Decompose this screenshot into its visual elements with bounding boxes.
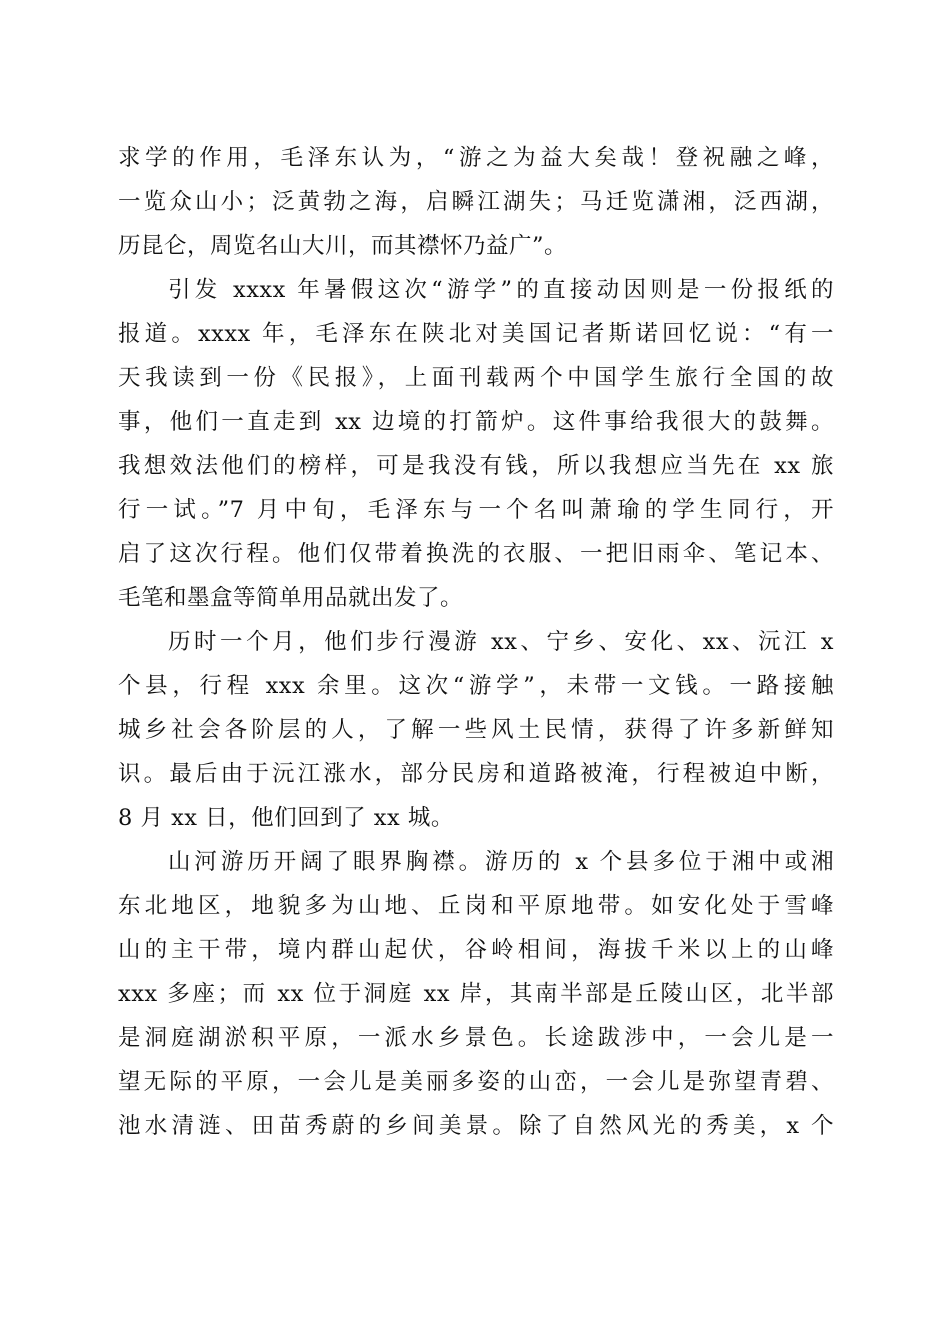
text-line: 启了这次行程。他们仅带着换洗的衣服、一把旧雨伞、笔记本、 — [118, 541, 834, 567]
text-line: 一览众山小；泛黄勃之海，启瞬江湖失；马迁览潇湘，泛西湖， — [118, 189, 834, 215]
text-line: 历昆仑，周览名山大川，而其襟怀乃益广”。 — [118, 233, 568, 259]
text-line: 天我读到一份《民报》，上面刊载两个中国学生旅行全国的故 — [118, 365, 834, 391]
text-line: 是洞庭湖淤积平原，一派水乡景色。长途跋涉中，一会儿是一 — [118, 1025, 834, 1051]
text-line: 8 月 xx 日，他们回到了 xx 城。 — [118, 805, 454, 831]
text-line: 报道。xxxx 年，毛泽东在陕北对美国记者斯诺回忆说：“有一 — [118, 321, 834, 347]
text-line: 个县，行程 xxx 余里。这次“游学”，未带一文钱。一路接触 — [118, 673, 834, 699]
text-line: 毛笔和墨盒等简单用品就出发了。 — [118, 585, 464, 611]
text-line: 求学的作用，毛泽东认为，“游之为益大矣哉！登祝融之峰， — [118, 145, 834, 171]
text-line: 我想效法他们的榜样，可是我没有钱，所以我想应当先在 xx 旅 — [118, 453, 834, 479]
paragraph-first-line: 山河游历开阔了眼界胸襟。游历的 x 个县多位于湘中或湘 — [168, 849, 834, 875]
text-line: 山的主干带，境内群山起伏，谷岭相间，海拔千米以上的山峰 — [118, 937, 834, 963]
text-line: xxx 多座；而 xx 位于洞庭 xx 岸，其南半部是丘陵山区，北半部 — [118, 981, 834, 1007]
text-line: 识。最后由于沅江涨水，部分民房和道路被淹，行程被迫中断， — [118, 761, 834, 787]
text-line: 行一试。”7 月中旬，毛泽东与一个名叫萧瑜的学生同行，开 — [118, 497, 834, 523]
text-line: 城乡社会各阶层的人，了解一些风土民情，获得了许多新鲜知 — [118, 717, 834, 743]
text-line: 事，他们一直走到 xx 边境的打箭炉。这件事给我很大的鼓舞。 — [118, 409, 834, 435]
paragraph-first-line: 历时一个月，他们步行漫游 xx、宁乡、安化、xx、沅江 x — [168, 629, 834, 655]
text-line: 东北地区，地貌多为山地、丘岗和平原地带。如安化处于雪峰 — [118, 893, 834, 919]
body-text — [118, 136, 834, 1148]
text-line: 池水清涟、田苗秀蔚的乡间美景。除了自然风光的秀美，x 个 — [118, 1113, 834, 1139]
text-line: 望无际的平原，一会儿是美丽多姿的山峦，一会儿是弥望青碧、 — [118, 1069, 834, 1095]
paragraph-first-line: 引发 xxxx 年暑假这次“游学”的直接动因则是一份报纸的 — [168, 277, 834, 303]
